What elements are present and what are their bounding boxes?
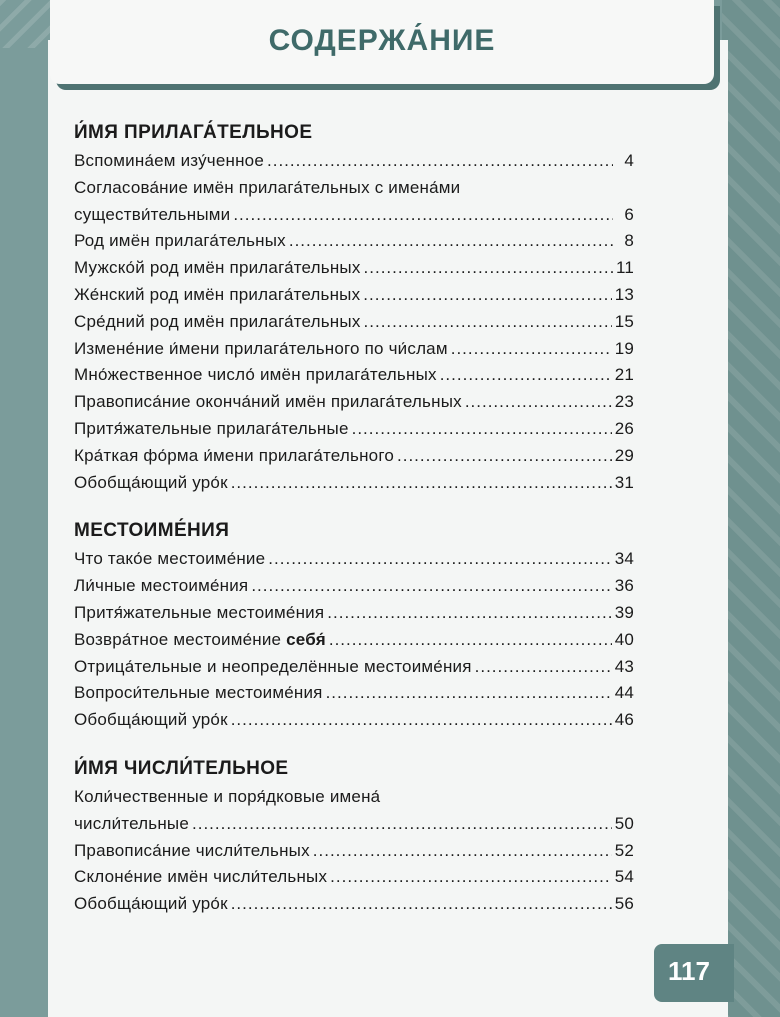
entry-text: Вопроси́тельные местоиме́ния (74, 683, 323, 703)
entry-page: 56 (614, 894, 634, 914)
entry-text: Притя́жательные прилага́тельные (74, 418, 349, 438)
toc-entry[interactable] (74, 389, 634, 416)
toc-entry[interactable] (74, 416, 634, 443)
entry-page: 29 (614, 445, 634, 465)
toc-entry[interactable] (74, 600, 634, 627)
entry-text: числи́тельные (74, 813, 189, 833)
entry-page: 11 (615, 258, 634, 278)
entry-page: 8 (624, 231, 634, 251)
dot-leader (326, 680, 612, 707)
entry-text: Коли́чественные и поря́дковые имена́ (74, 786, 381, 806)
entry-page: 34 (614, 549, 634, 569)
entry-page: 19 (614, 338, 634, 358)
entry-page: 36 (614, 576, 634, 596)
section-title: И́МЯ ЧИСЛИ́ТЕЛЬНОЕ (74, 757, 289, 779)
entry-page: 23 (614, 392, 634, 412)
dot-leader (268, 546, 611, 573)
entry-text: Мно́жественное число́ имён прилага́тельных (74, 365, 437, 385)
entry-text: Обобща́ющий уро́к (74, 710, 228, 730)
toc-entry[interactable] (74, 470, 634, 497)
entry-page: 44 (614, 683, 634, 703)
entry-page: 21 (614, 365, 634, 385)
entry-text: Же́нский род имён прилага́тельных (74, 284, 361, 304)
entry-page: 50 (614, 813, 634, 833)
toc-entry[interactable] (74, 784, 634, 811)
sidebar-pattern (722, 0, 780, 1017)
dot-leader (475, 654, 612, 681)
toc-entry[interactable] (74, 707, 634, 734)
dot-leader (231, 470, 612, 497)
section-gap (74, 496, 634, 516)
entry-page: 15 (614, 311, 634, 331)
toc-entry[interactable] (74, 362, 634, 389)
entry-text: Ли́чные местоиме́ния (74, 576, 249, 596)
dot-leader (352, 416, 612, 443)
toc-entry[interactable] (74, 255, 634, 282)
dot-leader (267, 148, 613, 175)
dot-leader (397, 443, 612, 470)
dot-leader (330, 864, 612, 891)
entry-text: Обобща́ющий уро́к (74, 894, 228, 914)
dot-leader (364, 255, 613, 282)
dot-leader (451, 336, 612, 363)
toc-entry[interactable] (74, 282, 634, 309)
dot-leader (251, 573, 611, 600)
entry-text: Вспомина́ем изу́ченное (74, 151, 264, 170)
toc-entry[interactable] (74, 811, 634, 838)
dot-leader (440, 362, 612, 389)
entry-page: 40 (614, 629, 634, 649)
dot-leader (329, 627, 612, 654)
toc-entry[interactable] (74, 838, 634, 865)
entry-page: 13 (614, 284, 634, 304)
section-gap (74, 734, 634, 754)
dot-leader (192, 811, 612, 838)
entry-text: Обобща́ющий уро́к (74, 472, 228, 492)
entry-text: Мужско́й род имён прилага́тельных (74, 258, 361, 278)
entry-text: Отрица́тельные и неопределённые местоиме́ния (74, 656, 472, 676)
toc-entry[interactable] (74, 654, 634, 681)
dot-leader (233, 202, 613, 229)
entry-page: 26 (614, 418, 634, 438)
dot-leader (364, 309, 612, 336)
entry-text: Согласова́ние имён прилага́тельных с имена́ми (74, 177, 461, 197)
dot-leader (231, 707, 612, 734)
toc-entry[interactable] (74, 680, 634, 707)
toc-entry[interactable] (74, 175, 634, 202)
section-title: МЕСТОИМЕ́НИЯ (74, 520, 230, 542)
entry-bold-word: себя́ (286, 629, 326, 649)
dot-leader (231, 891, 612, 918)
entry-page: 6 (624, 204, 634, 224)
page-title: СОДЕРЖА́НИЕ (268, 24, 496, 57)
toc-entry[interactable] (74, 864, 634, 891)
toc-entry[interactable] (74, 336, 634, 363)
entry-text: Кра́ткая фо́рма и́мени прилага́тельного (74, 445, 394, 465)
toc-entry[interactable] (74, 228, 634, 255)
entry-text: Склоне́ние имён числи́тельных (74, 867, 328, 887)
dot-leader (327, 600, 611, 627)
page-number-box (654, 944, 734, 1002)
entry-text: Род имён прилага́тельных (74, 231, 286, 251)
table-of-contents (74, 118, 634, 918)
entry-page: 31 (614, 472, 634, 492)
dot-leader (465, 389, 612, 416)
entry-page: 4 (624, 151, 634, 170)
dot-leader (363, 282, 611, 309)
entry-page: 52 (614, 840, 634, 860)
page-number: 117 (668, 956, 710, 986)
dot-leader (313, 838, 612, 865)
toc-entry[interactable] (74, 891, 634, 918)
dot-leader (289, 228, 613, 255)
entry-text: Притя́жательные местоиме́ния (74, 602, 325, 622)
toc-entry[interactable] (74, 148, 634, 175)
entry-text: Возвра́тное местоиме́ние (74, 629, 282, 649)
toc-entry[interactable] (74, 202, 634, 229)
toc-entry[interactable] (74, 627, 634, 654)
entry-text: Правописа́ние оконча́ний имён прилага́тельных (74, 392, 462, 412)
entry-page: 43 (614, 656, 634, 676)
entry-text: Измене́ние и́мени прилага́тельного по чи́слам (74, 338, 448, 358)
entry-page: 46 (614, 710, 634, 730)
section-title: И́МЯ ПРИЛАГА́ТЕЛЬНОЕ (74, 122, 313, 143)
entry-text: Правописа́ние числи́тельных (74, 840, 310, 860)
entry-text: существи́тельными (74, 204, 231, 224)
entry-text: Сре́дний род имён прилага́тельных (74, 311, 361, 331)
toc-entry[interactable] (74, 309, 634, 336)
toc-entry[interactable] (74, 443, 634, 470)
entry-page: 54 (614, 867, 634, 887)
header-box (50, 0, 714, 84)
toc-entry[interactable] (74, 546, 634, 573)
entry-text: Что тако́е местоиме́ние (74, 549, 266, 569)
toc-entry[interactable] (74, 573, 634, 600)
entry-page: 39 (614, 602, 634, 622)
